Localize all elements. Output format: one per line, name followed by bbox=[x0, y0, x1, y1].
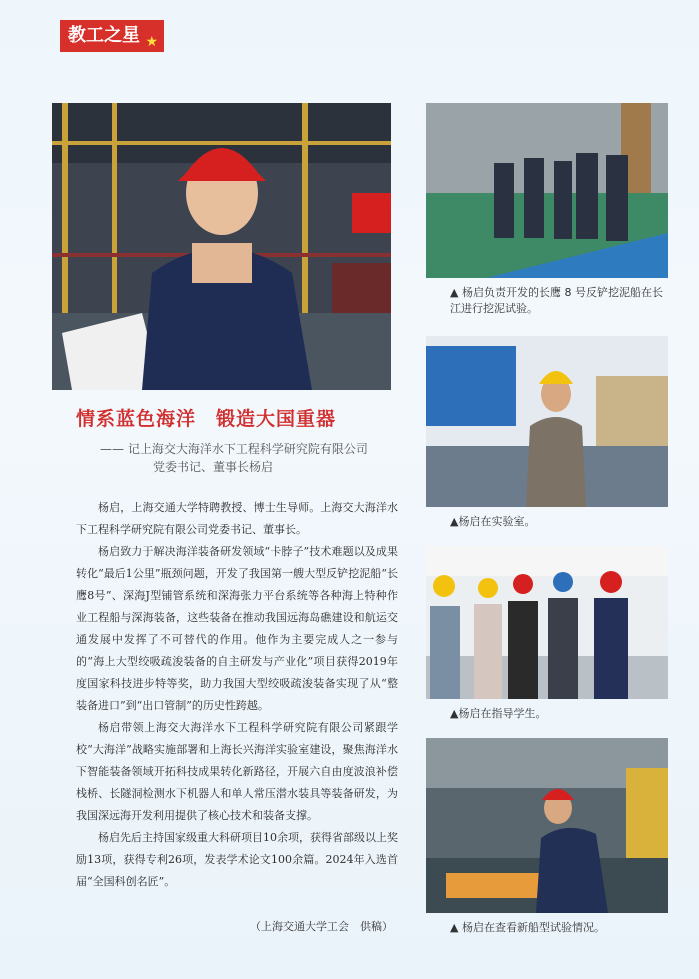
article-paragraph: 杨启带领上海交大海洋水下工程科学研究院有限公司紧跟学校“大海洋”战略实施部署和上海长兴海洋实验室建设，聚焦海洋水下智能装备领域开拓科技成果转化新路径，开展六自由度波浪补偿栈桥、长隧洞检测水下机器人和单人常压潜水装具等装备研发，为我国深远海开发利用提供了核心技术和装备支撑。 bbox=[76, 721, 398, 822]
students-photo-caption: ▲杨启在指导学生。 bbox=[450, 707, 547, 720]
article-credit: （上海交通大学工会 供稿） bbox=[250, 920, 393, 933]
dredger-photo bbox=[426, 103, 668, 278]
dredger-photo-caption: ▲ 杨启负责开发的长鹰 8 号反铲挖泥船在长江进行挖泥试验。 bbox=[450, 286, 663, 315]
article-subtitle-line1: —— 记上海交大海洋水下工程科学研究院有限公司 bbox=[100, 442, 368, 456]
students-photo-graphic bbox=[426, 546, 668, 699]
article-paragraph: 杨启，上海交通大学特聘教授、博士生导师。上海交大海洋水下工程科学研究院有限公司党委书记、董事长。 bbox=[76, 501, 398, 536]
portrait-photo bbox=[52, 103, 391, 390]
article-subtitle-line2: 党委书记、董事长杨启 bbox=[153, 460, 274, 474]
dredger-photo-graphic bbox=[426, 103, 668, 278]
ship-model-photo-caption: ▲ 杨启在查看新船型试验情况。 bbox=[450, 921, 605, 934]
column-badge-text: 教工之星 bbox=[68, 25, 140, 46]
lab-photo-graphic bbox=[426, 336, 668, 507]
lab-photo bbox=[426, 336, 668, 507]
column-badge bbox=[60, 20, 164, 52]
article-body bbox=[76, 497, 398, 893]
ship-model-photo bbox=[426, 738, 668, 913]
ship-model-photo-graphic bbox=[426, 738, 668, 913]
portrait-photo-graphic bbox=[52, 103, 391, 390]
article-paragraph: 杨启先后主持国家级重大科研项目10余项，获得省部级以上奖励13项，获得专利26项，发表学术论文100余篇。2024年入选首届“全国科创名匠”。 bbox=[76, 831, 398, 888]
star-icon: ★ bbox=[145, 34, 158, 50]
article-title: 情系蓝色海洋 锻造大国重器 bbox=[76, 408, 337, 430]
lab-photo-caption: ▲杨启在实验室。 bbox=[450, 515, 536, 528]
article-paragraph: 杨启致力于解决海洋装备研发领域“卡脖子”技术难题以及成果转化“最后1公里”瓶颈问题，开发了我国第一艘大型反铲挖泥船“长鹰8号”、深海J型铺管系统和深海张力平台系统等各种海上特种作业工程船与深海装备，这些装备在推动我国远海岛礁建设和航运交通发展中发挥了不可替代的作用。他作为主要完成人之一参与的“海上大型绞吸疏浚装备的自主研发与产业化”项目获得2019年度国家科技进步特等奖，助力我国大型绞吸疏浚装备实现了从“整装备进口”到“出口管制”的历史性跨越。 bbox=[76, 545, 398, 712]
students-photo bbox=[426, 546, 668, 699]
